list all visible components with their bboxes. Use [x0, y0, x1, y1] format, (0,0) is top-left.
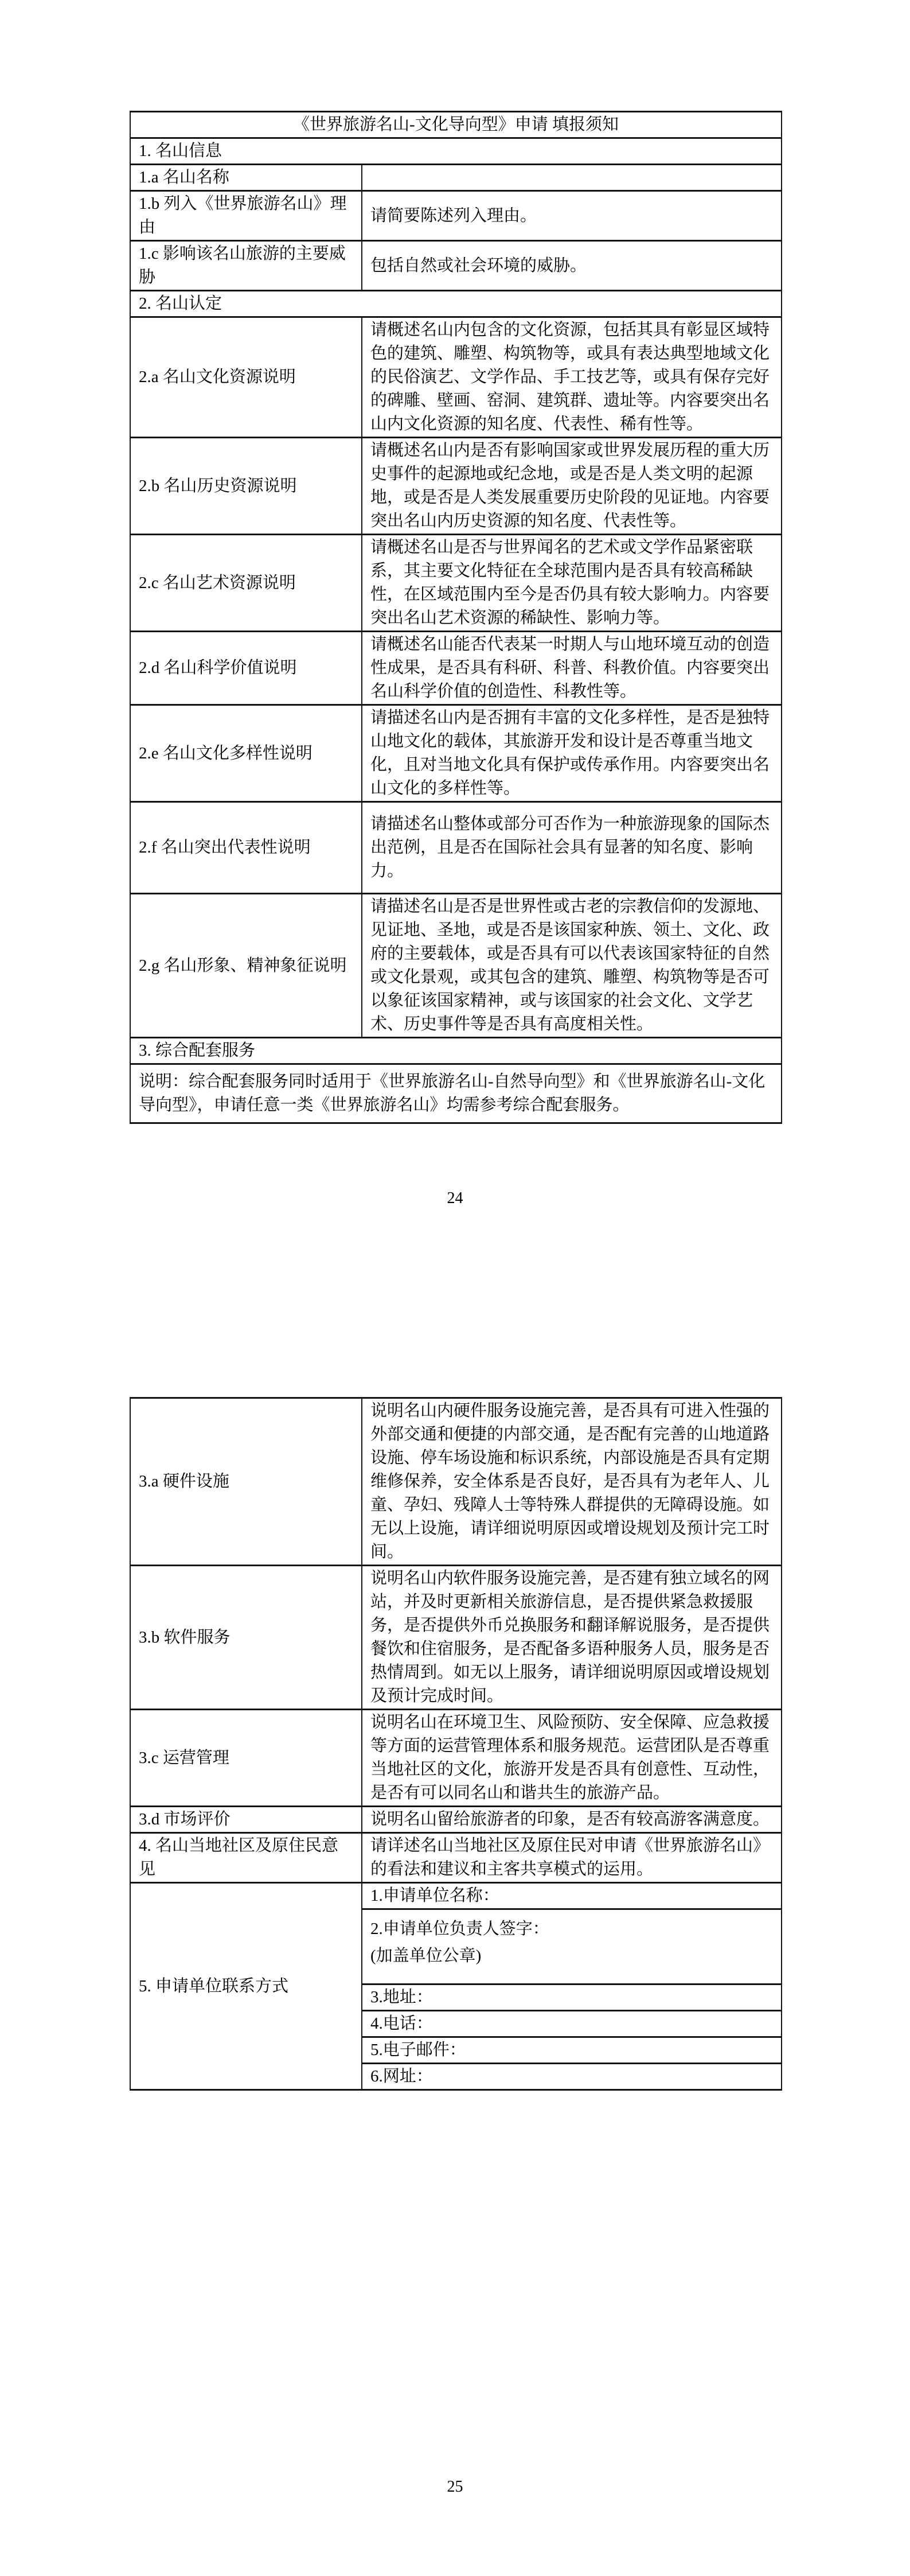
note-row: [130, 1064, 782, 1123]
form-title: 《世界旅游名山-文化导向型》申请 填报须知: [130, 112, 782, 138]
form-row: [130, 705, 782, 802]
form-row: [130, 1807, 782, 1833]
application-form-table-page-1: [130, 111, 782, 1124]
section-row: [130, 138, 782, 165]
form-row: [130, 191, 782, 241]
contact-field-text: 1.申请单位名称：: [370, 1886, 499, 1905]
section-row: [130, 291, 782, 317]
form-row: [130, 802, 782, 894]
page-number: 25: [447, 2478, 463, 2496]
row-label: 2.f 名山突出代表性说明: [130, 802, 362, 894]
row-label: 5. 申请单位联系方式: [130, 1883, 362, 2090]
row-description: 说明名山留给旅游者的印象，是否有较高游客满意度。: [362, 1807, 782, 1833]
form-row: [130, 632, 782, 705]
row-description: 请概述名山内包含的文化资源，包括其具有彰显区域特色的建筑、雕塑、构筑物等，或具有表达典型地域文化的民俗演艺、文学作品、手工技艺等，或具有保存完好的碑雕、壁画、窑洞、建筑群、遗址等。内容要突出名山内文化资源的知名度、代表性、稀有性等。: [362, 317, 782, 438]
row-description: 请概述名山能否代表某一时期人与山地环境互动的创造性成果，是否具有科研、科普、科教价值。内容要突出名山科学价值的创造性、科教性等。: [362, 632, 782, 705]
page-number: 24: [447, 1189, 463, 1207]
form-row: [130, 535, 782, 632]
row-label: 2.e 名山文化多样性说明: [130, 705, 362, 802]
title-row: [130, 112, 782, 138]
row-description: 说明名山内硬件服务设施完善，是否具有可进入性强的外部交通和便捷的内部交通，是否配有完善的山地道路设施、停车场设施和标识系统，内部设施是否具有定期维修保养，安全体系是否良好，是否具有为老年人、儿童、孕妇、残障人士等特殊人群提供的无障碍设施。如无以上设施，请详细说明原因或增设规划及预计完工时间。: [362, 1398, 782, 1566]
row-label: 2.a 名山文化资源说明: [130, 317, 362, 438]
row-description: 请详述名山当地社区及原住民对申请《世界旅游名山》的看法和建议和主客共享模式的运用。: [362, 1833, 782, 1883]
contact-field-text: 4.电话：: [370, 2014, 433, 2033]
row-description: 包括自然或社会环境的威胁。: [362, 241, 782, 291]
row-label: 3.d 市场评价: [130, 1807, 362, 1833]
contact-field-label: [362, 1883, 782, 1909]
row-description: 请概述名山内是否有影响国家或世界发展历程的重大历史事件的起源地或纪念地，或是否是人类文明的起源地，或是否是人类发展重要历史阶段的见证地。内容要突出名山内历史资源的知名度、代表性等。: [362, 438, 782, 535]
form-row: [130, 165, 782, 191]
section-header: 2. 名山认定: [130, 291, 782, 317]
note-text: 说明：综合配套服务同时适用于《世界旅游名山-自然导向型》和《世界旅游名山-文化导向型》，申请任意一类《世界旅游名山》均需参考综合配套服务。: [130, 1064, 782, 1123]
contact-sub-row: [130, 1883, 782, 1909]
row-description: 请简要陈述列入理由。: [362, 191, 782, 241]
form-row: [130, 1566, 782, 1710]
row-description: 说明名山内软件服务设施完善，是否建有独立域名的网站，并及时更新相关旅游信息，是否提供紧急救援服务，是否提供外币兑换服务和翻译解说服务，是否提供餐饮和住宿服务，是否配备多语种服务人员，服务是否热情周到。如无以上服务，请详细说明原因或增设规划及预计完成时间。: [362, 1566, 782, 1710]
row-label: 3.c 运营管理: [130, 1710, 362, 1807]
row-description: 说明名山在环境卫生、风险预防、安全保障、应急救援等方面的运营管理体系和服务规范。运营团队是否尊重当地社区的文化，旅游开发是否具有创意性、互动性，是否有可以同名山和谐共生的旅游产品。: [362, 1710, 782, 1807]
form-row: [130, 317, 782, 438]
contact-field-label: [362, 2064, 782, 2090]
section-header: 1. 名山信息: [130, 138, 782, 165]
contact-field-text: 5.电子邮件：: [370, 2041, 466, 2059]
contact-field-text: 3.地址：: [370, 1988, 433, 2006]
contact-field-text: 6.网址：: [370, 2067, 433, 2085]
contact-field-text: 2.申请单位负责人签字：: [370, 1920, 549, 1938]
row-description: 请描述名山整体或部分可否作为一种旅游现象的国际杰出范例，且是否在国际社会具有显著的知名度、影响力。: [362, 802, 782, 894]
contact-field-label: [362, 1909, 782, 1984]
row-label: 2.c 名山艺术资源说明: [130, 535, 362, 632]
row-label: 2.g 名山形象、精神象征说明: [130, 894, 362, 1038]
contact-field-label: [362, 2011, 782, 2037]
row-label: 1.a 名山名称: [130, 165, 362, 191]
row-label: 2.d 名山科学价值说明: [130, 632, 362, 705]
row-label: 4. 名山当地社区及原住民意见: [130, 1833, 362, 1883]
seal-note: (加盖单位公章): [370, 1947, 482, 1965]
row-description: 请概述名山是否与世界闻名的艺术或文学作品紧密联系，其主要文化特征在全球范围内是否具有较高稀缺性，在区域范围内至今是否仍具有较大影响力。内容要突出名山艺术资源的稀缺性、影响力等。: [362, 535, 782, 632]
row-description: [362, 165, 782, 191]
form-row: [130, 1710, 782, 1807]
form-row: [130, 1833, 782, 1883]
section-row: [130, 1038, 782, 1064]
section-header: 3. 综合配套服务: [130, 1038, 782, 1064]
contact-field-label: [362, 2037, 782, 2064]
form-row: [130, 1398, 782, 1566]
form-row: [130, 241, 782, 291]
table-body: [130, 112, 782, 1123]
form-row: [130, 438, 782, 535]
row-description: 请描述名山内是否拥有丰富的文化多样性，是否是独特山地文化的载体，其旅游开发和设计是否尊重当地文化，且对当地文化具有保护或传承作用。内容要突出名山文化的多样性等。: [362, 705, 782, 802]
row-description: 请描述名山是否是世界性或古老的宗教信仰的发源地、见证地、圣地，或是否是该国家种族、领土、文化、政府的主要载体，或是否具有可以代表该国家特征的自然或文化景观，或其包含的建筑、雕塑、构筑物等是否可以象征该国家精神，或与该国家的社会文化、文学艺术、历史事件等是否具有高度相关性。: [362, 894, 782, 1038]
table-body: [130, 1398, 782, 2090]
row-label: 3.b 软件服务: [130, 1566, 362, 1710]
contact-field-label: [362, 1984, 782, 2011]
row-label: 3.a 硬件设施: [130, 1398, 362, 1566]
row-label: 1.b 列入《世界旅游名山》理由: [130, 191, 362, 241]
row-label: 2.b 名山历史资源说明: [130, 438, 362, 535]
form-row: [130, 894, 782, 1038]
row-label: 1.c 影响该名山旅游的主要威胁: [130, 241, 362, 291]
application-form-table-page-2: [130, 1397, 782, 2091]
